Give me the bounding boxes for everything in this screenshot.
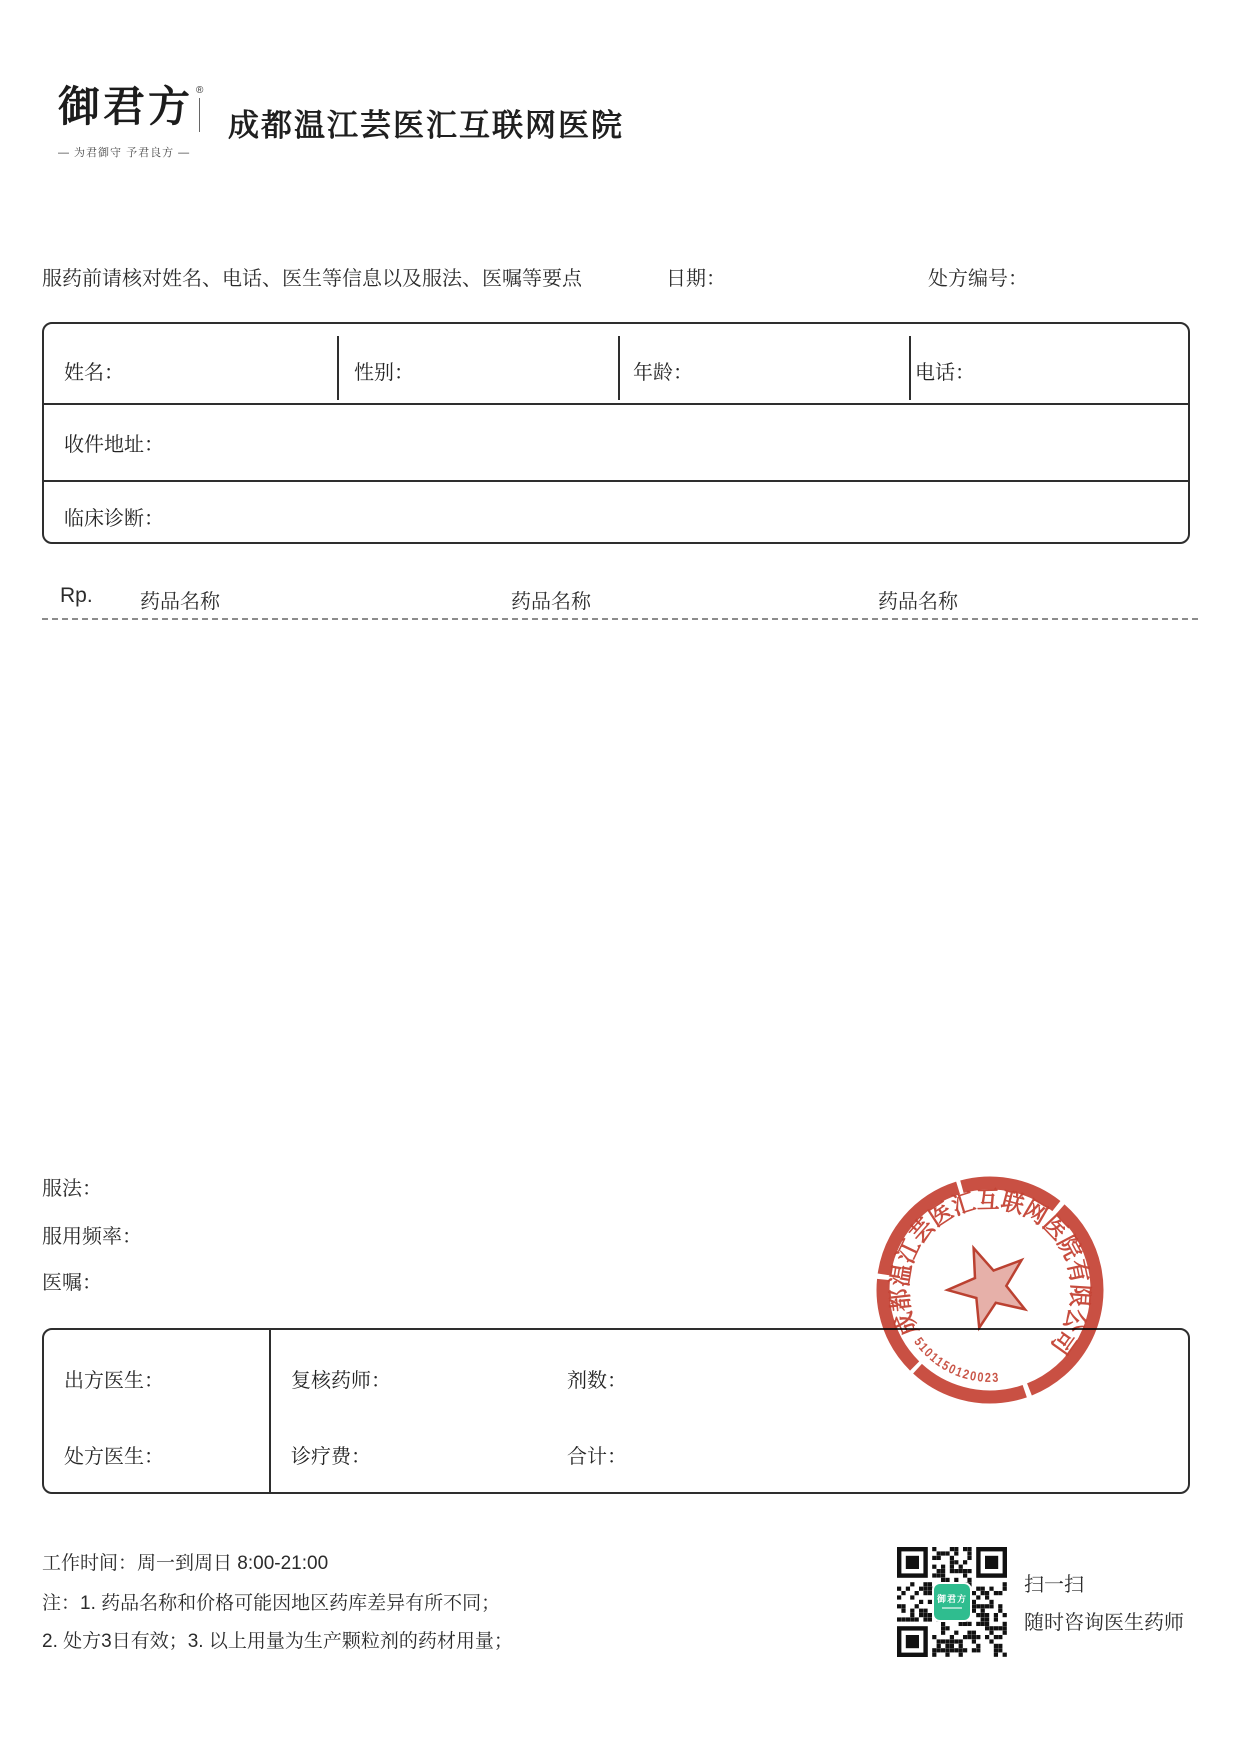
drug-name-column-header: 药品名称 [878, 591, 958, 613]
address-field-label: 收件地址： [64, 434, 164, 456]
prescribing-doctor-label: 处方医生： [64, 1446, 164, 1468]
seal-serial-number: 5101150120023 [911, 1334, 1002, 1386]
signature-box-divider [269, 1330, 271, 1492]
row-divider [44, 480, 1188, 482]
phone-field-label: 电话： [915, 362, 975, 384]
hospital-seal [855, 1155, 1125, 1425]
total-label: 合计： [567, 1446, 627, 1468]
note-line-1: 注：1. 药品名称和价格可能因地区药库差异有所不同； [42, 1593, 501, 1614]
drug-name-column-header: 药品名称 [511, 591, 591, 613]
row-divider [44, 403, 1188, 405]
review-pharmacist-label: 复核药师： [291, 1370, 391, 1392]
scan-subtitle: 随时咨询医生药师 [1024, 1612, 1184, 1634]
dashed-separator [42, 618, 1198, 620]
brand-tagline: — 为君御守 予君良方 — [58, 147, 191, 159]
qr-logo-text: 御君方 [936, 1594, 967, 1604]
name-field-label: 姓名： [64, 362, 124, 384]
rp-label: Rp. [60, 584, 93, 607]
date-label: 日期： [666, 268, 726, 290]
logo-vertical-rule [199, 98, 200, 132]
scan-title: 扫一扫 [1024, 1574, 1084, 1596]
field-divider [337, 336, 339, 400]
advice-label: 医嘱： [42, 1272, 102, 1294]
qr-center-logo [934, 1584, 970, 1620]
consult-fee-label: 诊疗费： [291, 1446, 371, 1468]
hospital-seal-graphic [855, 1155, 1125, 1425]
issuing-doctor-label: 出方医生： [64, 1370, 164, 1392]
diagnosis-field-label: 临床诊断： [64, 508, 164, 530]
patient-info-box [42, 322, 1190, 544]
frequency-label: 服用频率： [42, 1226, 142, 1248]
verification-notice: 服药前请核对姓名、电话、医生等信息以及服法、医嘱等要点 [42, 268, 582, 290]
field-divider [618, 336, 620, 400]
qr-code [897, 1547, 1007, 1657]
drug-name-column-header: 药品名称 [140, 591, 220, 613]
gender-field-label: 性别： [354, 362, 414, 384]
age-field-label: 年龄： [633, 362, 693, 384]
doses-label: 剂数： [567, 1370, 627, 1392]
field-divider [909, 336, 911, 400]
seal-star-icon [940, 1239, 1033, 1333]
rx-number-label: 处方编号： [928, 268, 1028, 290]
brand-logo [58, 82, 233, 160]
logo-reg-mark [196, 86, 203, 132]
qr-logo-underline [942, 1607, 962, 1609]
registered-trademark-icon: ® [196, 85, 204, 96]
note-line-2: 2. 处方3日有效；3. 以上用量为生产颗粒剂的药材用量； [42, 1631, 513, 1652]
working-hours: 工作时间：周一到周日 8:00-21:00 [42, 1553, 329, 1574]
brand-logo-text: 御君方 [58, 82, 194, 131]
hospital-title: 成都温江芸医汇互联网医院 [228, 108, 624, 143]
seal-ring-text: 成都温江芸医汇互联网医院有限公司 [886, 1186, 1094, 1361]
method-label: 服法： [42, 1178, 102, 1200]
